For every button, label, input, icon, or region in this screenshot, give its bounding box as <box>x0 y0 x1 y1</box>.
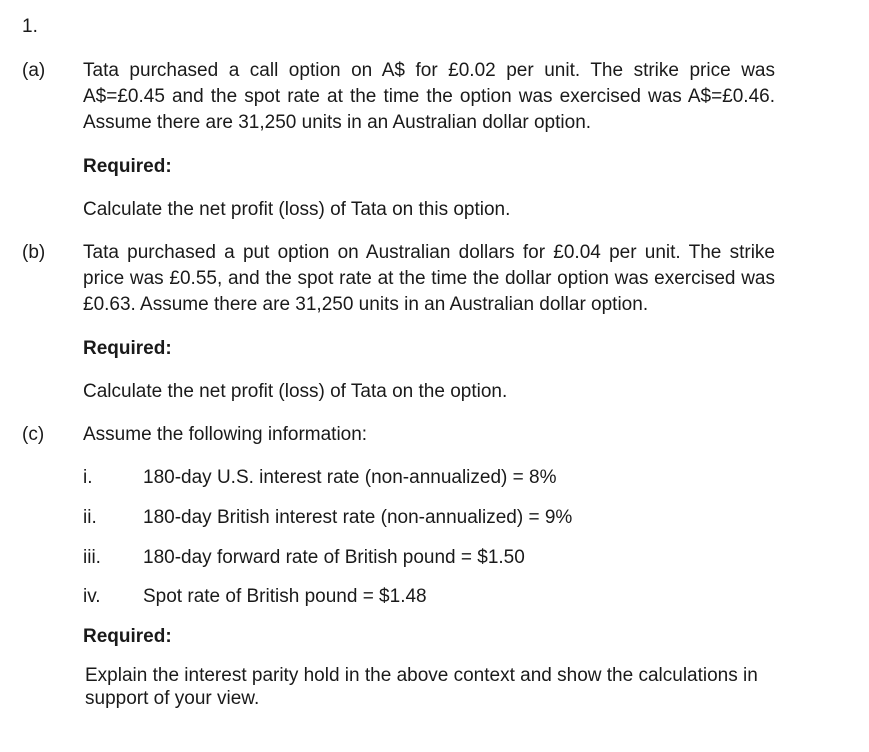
list-item-text: 180-day forward rate of British pound = $1.50 <box>143 547 525 568</box>
part-c-required-label: Required: <box>83 626 172 647</box>
part-a-text: Tata purchased a call option on A$ for £0.02 per unit. The strike price was A$=£0.45 and the spot rate at the time the option was exercised was A$=£0.46. Assume there are 31,250 units in an Australian dollar option. <box>83 60 775 133</box>
list-item-text: Spot rate of British pound = $1.48 <box>143 586 427 607</box>
part-c-text: Assume the following information: <box>83 424 368 445</box>
part-b-required-label: Required: <box>83 338 172 359</box>
question-number: 1. <box>22 16 38 37</box>
part-b-text: Tata purchased a put option on Australian dollars for £0.04 per unit. The strike price was £0.55, and the spot rate at the time the dollar option was exercised was £0.63. Assume there are 31,250 units in an Australian dollar option. <box>83 242 775 315</box>
list-item-number: iii. <box>83 547 101 568</box>
part-c-task: Explain the interest parity hold in the above context and show the calculations in support of your view. <box>85 665 758 709</box>
part-b-label: (b) <box>22 242 46 263</box>
part-a-required-label: Required: <box>83 156 172 177</box>
part-a-label: (a) <box>22 60 46 81</box>
list-item-number: ii. <box>83 507 97 528</box>
part-c-label: (c) <box>22 424 45 445</box>
list-item-text: 180-day U.S. interest rate (non-annualized) = 8% <box>143 467 557 488</box>
list-item-number: i. <box>83 467 93 488</box>
part-a-task: Calculate the net profit (loss) of Tata on this option. <box>83 199 511 220</box>
part-b-task: Calculate the net profit (loss) of Tata on the option. <box>83 381 508 402</box>
list-item-number: iv. <box>83 586 101 607</box>
list-item-text: 180-day British interest rate (non-annualized) = 9% <box>143 507 573 528</box>
